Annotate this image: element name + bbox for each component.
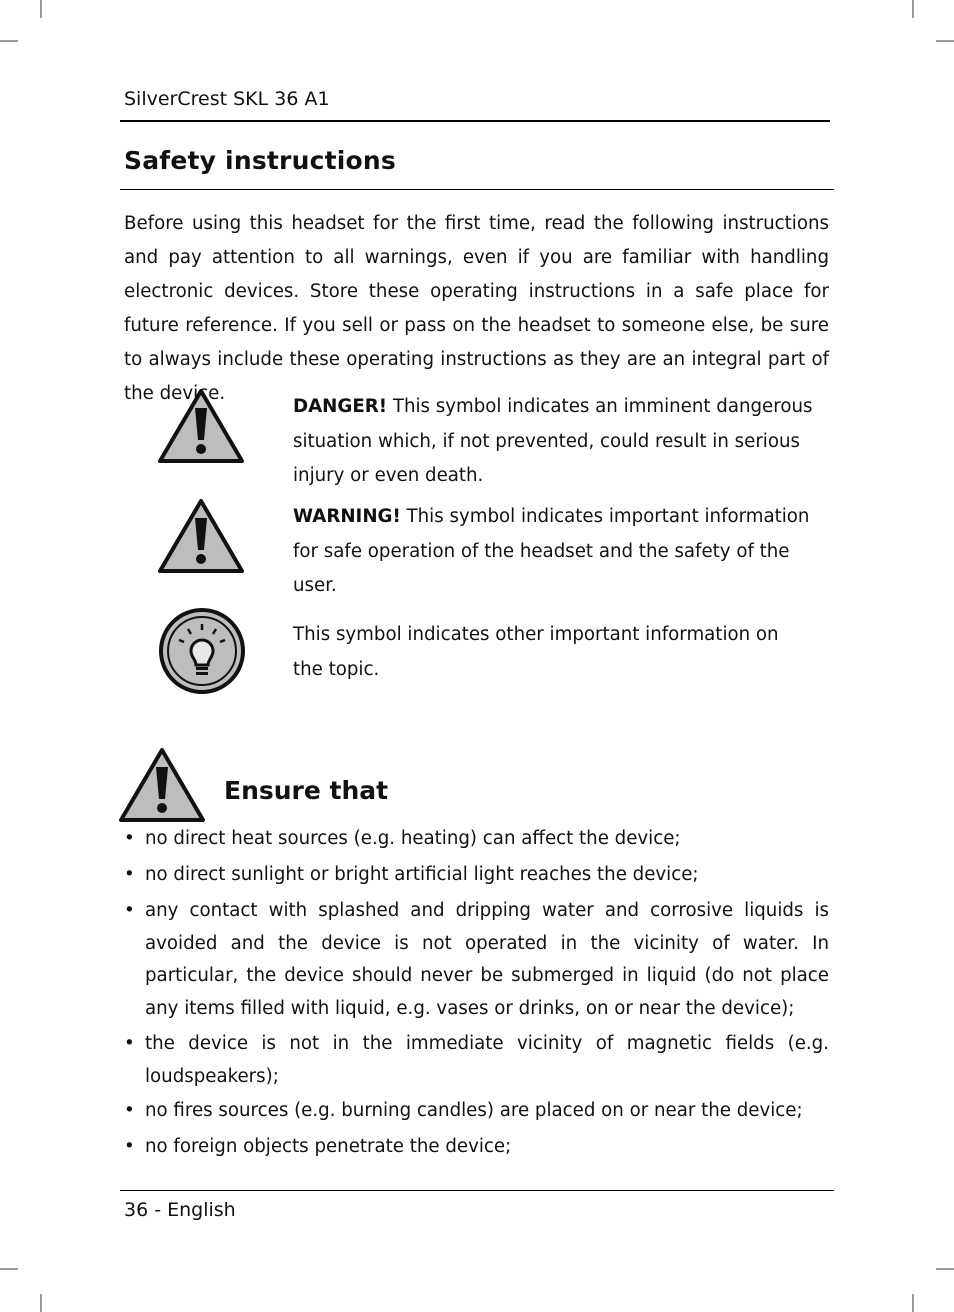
warning-triangle-icon xyxy=(157,498,245,574)
crop-mark xyxy=(912,0,914,18)
ensure-heading: Ensure that xyxy=(224,776,389,805)
danger-text: This symbol indicates an imminent dangerous situation which, if not prevented, could result in serious injury or even death. xyxy=(293,396,813,486)
bullet: • xyxy=(124,828,135,849)
list-item xyxy=(124,895,829,1025)
warning-description xyxy=(293,500,813,604)
list-item-text: the device is not in the immediate vicinity of magnetic fields (e.g. loudspeakers); xyxy=(145,1033,829,1087)
list-item xyxy=(124,859,829,892)
crop-mark xyxy=(936,40,954,42)
lightbulb-icon xyxy=(158,607,246,695)
crop-mark xyxy=(912,1294,914,1312)
bullet: • xyxy=(124,1136,135,1157)
warning-label: WARNING! xyxy=(293,506,401,527)
bullet: • xyxy=(124,1033,135,1054)
list-item-text: no foreign objects penetrate the device; xyxy=(145,1136,512,1157)
warning-triangle-icon xyxy=(157,388,245,464)
section-title: Safety instructions xyxy=(124,146,396,175)
page-number: 36 - English xyxy=(124,1199,236,1221)
running-header: SilverCrest SKL 36 A1 xyxy=(124,88,330,110)
list-item-text: no fires sources (e.g. burning candles) are placed on or near the device; xyxy=(145,1100,803,1121)
crop-mark xyxy=(0,1268,18,1270)
crop-mark xyxy=(0,40,18,42)
danger-label: DANGER! xyxy=(293,396,388,417)
crop-mark xyxy=(936,1268,954,1270)
list-item-text: no direct heat sources (e.g. heating) can affect the device; xyxy=(145,828,681,849)
list-item xyxy=(124,1095,829,1128)
header-divider xyxy=(120,120,830,122)
crop-mark xyxy=(40,1294,42,1312)
crop-mark xyxy=(40,0,42,18)
title-divider xyxy=(120,189,834,190)
warning-text: This symbol indicates important information for safe operation of the headset and the safety of the user. xyxy=(293,506,810,596)
intro-paragraph: Before using this headset for the first time, read the following instructions and pay attention to all warnings, even if you are familiar with handling electronic devices. Store these operating instructions in a safe place for future reference. If you sell or pass on the headset to someone else, be sure to always include these operating instructions as they are an integral part of the device. xyxy=(124,213,829,404)
danger-description xyxy=(293,390,813,494)
bullet: • xyxy=(124,1100,135,1121)
info-description: This symbol indicates other important information on the topic. xyxy=(293,624,779,680)
list-item xyxy=(124,1131,829,1164)
list-item-text: any contact with splashed and dripping water and corrosive liquids is avoided and the device is not operated in the vicinity of water. In particular, the device should never be submerged in liquid (do not place any items filled with liquid, e.g. vases or drinks, on or near the device); xyxy=(145,900,829,1019)
warning-triangle-icon xyxy=(118,747,206,823)
bullet: • xyxy=(124,864,135,885)
bullet: • xyxy=(124,900,135,921)
list-item xyxy=(124,1028,829,1093)
footer-divider xyxy=(120,1190,834,1191)
list-item-text: no direct sunlight or bright artificial light reaches the device; xyxy=(145,864,699,885)
list-item xyxy=(124,823,829,856)
